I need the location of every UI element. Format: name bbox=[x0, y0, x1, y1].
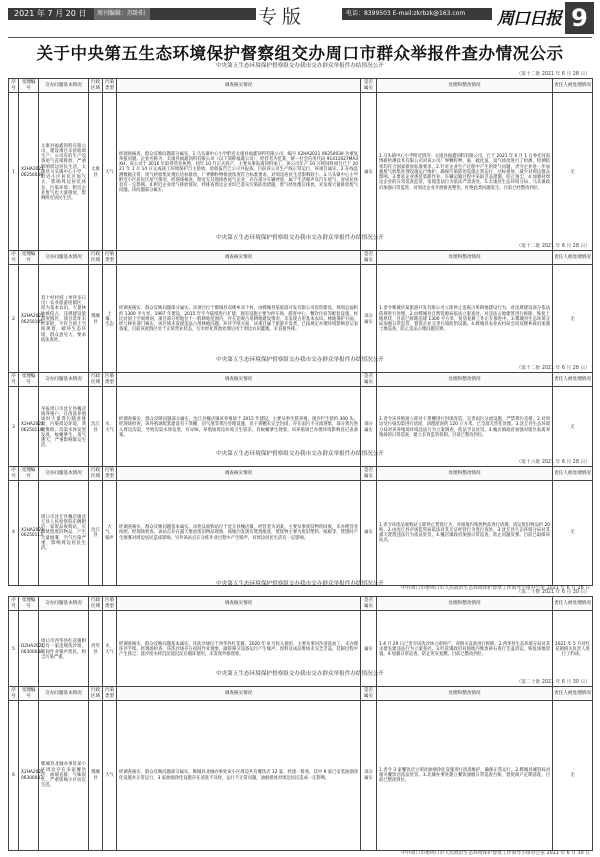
batch-meta bbox=[8, 365, 592, 372]
case-number-text: X2HA2021 06250116 bbox=[21, 422, 44, 433]
complaint-content-text: 举报周口市沈丘县槐店镇养殖户，在清洗养殖场时大量粪污随意排放，污染周边环境，粪便堆积，沟渠水体发黑发臭，蚊蝇孳生，臭气熏天，严重影响群众生活。 bbox=[41, 406, 86, 449]
is-valid-text: 属实 bbox=[364, 530, 373, 536]
row-seq-text: 2 bbox=[12, 316, 15, 322]
investigation-finding-text: 经调查核实，群众反映问题基本属实。该废品收购站位于沈丘县槐店镇，经营者为刘某，主要从事废旧物资回收，未办理营业执照。经现场检查，该站点存在露天堆放废旧物品现象，场地内发现有焚烧痕迹，焚烧物主要为废旧塑料、纸板等，焚烧时产生烟雾对周边居民造成影响。另外该站点在分拣作业过程中产生噪声，对周边居民生活有一定影响。 bbox=[119, 525, 358, 541]
column-header-accountability: 责任人被处理情况 bbox=[553, 597, 593, 611]
date-strip bbox=[8, 8, 256, 20]
investigation-finding-text: 经现场核查，群众反映问题部分属实。1.马头镇中心小学附近太康县福鑫饲料有限公司，编号 X2HA2021 06250039 为重复举报问题。企业名称为：太康县福鑫饲料有限公司（以下简称福鑫公司），经营者为范某，统一社会信用代码 91411627MA3XH；该公司于 2016 年取得营业执照，同年 10 月正式投产，主要从事畜禽饲料加工。该公司年产 10 万吨饲料项目已于 2021 年 1 月 14 日完成竣工环境保护自主验收，验收报告已公示并报备，目前该公司生产线正常运行，该项目属实。2.在线监测数据正常，废气经收集处理后达标排放，厂界颗粒物排放浓度符合标准要求，对周边居民生活影响较小。3.马头镇中心小学附近小区居民区尾气情况，经现场核查，附近无其他排放尾气企业；存在部分车辆停放，属于生活噪声及汽车尾气，对居民休息有一定影响。4.附近企业废气排放情况，经排查周边企业均已落实污染防治措施，废气经处理后排放，未发现大量排放废气问题。该问题部分属实。 bbox=[119, 151, 358, 194]
header-rule bbox=[8, 37, 592, 38]
column-header-pollution: 污染类型 bbox=[103, 373, 117, 387]
batch-meta bbox=[8, 589, 592, 596]
table-row bbox=[9, 701, 593, 851]
complaint-content-text: 郸城县北城办事处某小区周边存在多家餐饮店，油烟直排，气味很大，严重影响小区居民生活。 bbox=[41, 762, 86, 789]
column-header-district: 行政区域 bbox=[89, 251, 103, 265]
batch-number: （第二十批 2021 年 6 月 30 日） bbox=[516, 680, 590, 685]
row-seq-text: 1 bbox=[12, 169, 15, 175]
report-batch bbox=[8, 450, 592, 592]
column-header-district: 行政区域 bbox=[89, 79, 103, 93]
contact-strip: 电话：8399503 E-mail:zkrbzk@163.com bbox=[342, 8, 492, 20]
district-text: 太康县 bbox=[91, 167, 100, 178]
handling-result-text: 1.责令 3 家餐饮店立即对油烟净化设施进行清洗维护，确保正常运行。2.郸城县城管局对相关餐饮店依法处罚。3.北城办事处建立餐饮油烟日常巡查台账，督促商户定期清洗。目前已整改到位。 bbox=[379, 767, 550, 784]
investigation-finding bbox=[117, 93, 361, 253]
section-title: 专版 bbox=[258, 6, 307, 28]
accountability-text: 无 bbox=[570, 530, 575, 536]
row-seq-text: 5 bbox=[12, 646, 15, 652]
accountability-text: 无 bbox=[570, 772, 575, 778]
district bbox=[89, 93, 103, 253]
district-text: 沈丘县 bbox=[91, 527, 100, 538]
row-seq bbox=[9, 481, 19, 586]
batch-title: 中央第五生态环境保护督察组交办我市交办群众举报件办结情况公开 bbox=[216, 63, 384, 69]
column-header-pollution: 污染类型 bbox=[103, 687, 117, 701]
column-header-case-no: 受理编号 bbox=[19, 79, 39, 93]
column-header-case-no: 受理编号 bbox=[19, 687, 39, 701]
column-header-pollution: 污染类型 bbox=[103, 597, 117, 611]
column-header-content: 交办问题基本情况 bbox=[39, 251, 89, 265]
column-header-valid: 是否属实 bbox=[361, 373, 377, 387]
column-header-finding: 调查核实情况 bbox=[117, 373, 361, 387]
batch-title: 中央第五生态环境保护督察组交办我市交办群众举报件办结情况公开 bbox=[216, 235, 384, 241]
column-header-finding: 调查核实情况 bbox=[117, 467, 361, 481]
investigation-finding-text: 经调查核实，群众反映问题部分属实。郸城县北城办事处该小区周边共有餐饮店 12 家，经逐一排查，其中 9 家已安装油烟净化设施并正常运行，3 家油烟净化设施存在清洗不及时、运行不正常问题，油烟排放对周边居民造成一定影响。 bbox=[119, 770, 358, 781]
handling-result bbox=[377, 93, 553, 253]
report-batch bbox=[8, 62, 592, 253]
column-header-pollution: 污染类型 bbox=[103, 467, 117, 481]
column-header-district: 行政区域 bbox=[89, 687, 103, 701]
is-valid bbox=[361, 93, 377, 253]
report-table bbox=[8, 686, 593, 851]
report-table bbox=[8, 466, 593, 586]
issuer-footer: 中共周口市委周口市人民政府生态环境保护督察工作领导小组办公室 2021 年 6 月 28 日 bbox=[401, 586, 590, 591]
batch-number: （第十二批 2021 年 6 月 28 日） bbox=[516, 366, 590, 371]
district-text: 沈丘县 bbox=[91, 422, 100, 433]
column-header-district: 行政区域 bbox=[89, 467, 103, 481]
pollution-type bbox=[103, 701, 117, 851]
handling-result-text: 1.责令郸城县某旅游开发有限公司立即停止违规占用耕地建设行为，对违规建设部分依法依规进行处理。2.由郸城县自然资源局依法立案查处，对违法占地建筑进行拆除，恢复土地原状，目前已拆除违建 1300 平方米，复垦复耕工作正在推进中。3.郸城县生态环境分局加强日常监管，督促企业完善污染防治设施。4.郸城县农业农村局会同双楼乡政府加强土地巡查，防止违法占地问题反弹。 bbox=[379, 306, 550, 333]
pollution-type-text: 大气 bbox=[105, 772, 114, 778]
column-header-seq: 序号 bbox=[9, 597, 19, 611]
column-header-handling: 处理和整改情况 bbox=[377, 79, 553, 93]
column-header-case-no: 受理编号 bbox=[19, 373, 39, 387]
case-number-text: X2HA2021 06250039 bbox=[21, 167, 44, 178]
complaint-content bbox=[39, 93, 89, 253]
column-header-valid: 是否属实 bbox=[361, 597, 377, 611]
column-header-finding: 调查核实情况 bbox=[117, 597, 361, 611]
batch-meta bbox=[8, 71, 592, 78]
column-header-handling: 处理和整改情况 bbox=[377, 251, 553, 265]
pollution-type-text: 大气、噪声 bbox=[105, 525, 114, 541]
column-header-case-no: 受理编号 bbox=[19, 251, 39, 265]
accountability-text: 无 bbox=[570, 424, 575, 430]
investigation-finding-text: 经调查核实，群众反映问题基本属实。该洗沙场位于西华县红花镇，2020 年 8 月投入使用，主要从事河沙清洗加工，未办理环评手续。经现场检查，该洗沙场存在夜间作业现象，破碎筛分设备运行产生噪声；原料及成品堆场未完全苫盖，装卸过程中产生扬尘；洗沙废水经沉淀池沉淀后循环使用，未发现外排现象。 bbox=[119, 641, 358, 658]
is-valid-text: 部分属实 bbox=[364, 770, 373, 781]
is-valid bbox=[361, 701, 377, 851]
newspaper-logo: 周口日报 bbox=[497, 9, 561, 29]
case-number bbox=[19, 481, 44, 586]
column-header-pollution: 污染类型 bbox=[103, 79, 117, 93]
accountability bbox=[553, 93, 593, 253]
row-seq-text: 3 bbox=[12, 424, 15, 430]
column-header-valid: 是否属实 bbox=[361, 687, 377, 701]
report-batch bbox=[8, 234, 592, 375]
pollution-type-text: 土壤、生态 bbox=[105, 311, 114, 328]
column-header-district: 行政区域 bbox=[89, 597, 103, 611]
issuer-footer: 中共周口市委周口市人民政府生态环境保护督察工作领导小组办公室 2021 年 6 月 30 日 bbox=[401, 851, 590, 856]
column-header-content: 交办问题基本情况 bbox=[39, 687, 89, 701]
complaint-content bbox=[39, 481, 89, 586]
column-header-district: 行政区域 bbox=[89, 373, 103, 387]
column-header-case-no: 受理编号 bbox=[19, 597, 39, 611]
table-header-row bbox=[9, 373, 593, 387]
column-header-handling: 处理和整改情况 bbox=[377, 687, 553, 701]
pollution-type-text: 水、大气 bbox=[105, 422, 114, 433]
accountability-text: 无 bbox=[570, 316, 575, 322]
handling-result-text: 1.责令该养殖场立即对干粪棚进行封闭改造，完善雨污分流设施，严禁粪污直排。2.对周边受污染沟渠进行清淤，清理淤泥约 120 立方米，已全部无害化处理。3.沈丘县生态环境分局对该养殖场环境违法行为立案调查，依法予以处罚。4.槐店镇政府加强对辖区畜禽养殖场的日常巡查，建立长效监管机制。目前已整改到位。 bbox=[379, 417, 550, 438]
row-seq bbox=[9, 701, 19, 851]
edition-tag: 周刊编辑：苏卧阳 bbox=[94, 8, 150, 20]
case-number-text: X2HA2021 06250113 bbox=[21, 527, 44, 538]
batch-number: （第二十批 2021 年 6 月 30 日） bbox=[516, 590, 590, 595]
batch-title: 中央第五生态环境保护督察组交办我市交办群众举报件办结情况公开 bbox=[216, 451, 384, 457]
row-seq-text: 4 bbox=[12, 530, 15, 536]
accountability-text: 2021 年 5 月对红花镇相关负责人进行了约谈。 bbox=[555, 641, 590, 658]
accountability-text: 无 bbox=[570, 169, 575, 175]
is-valid-text: 部分属实 bbox=[364, 422, 373, 433]
batch-title: 中央第五生态环境保护督察组交办我市交办群众举报件办结情况公开 bbox=[216, 671, 384, 677]
is-valid-text: 属实 bbox=[364, 169, 373, 175]
column-header-seq: 序号 bbox=[9, 79, 19, 93]
is-valid bbox=[361, 481, 377, 586]
handling-result-text: 1.4 月 29 日已责令该洗沙场立即停产，对相关设备进行拆除。2.西华县生态环境分局对其未批先建违法行为立案查处。3.红花镇政府对场地内堆放砂石进行苫盖清运，恢复场地原貌。4.加强日常巡查，防止死灰复燃。目前已整改到位。 bbox=[379, 641, 550, 658]
pollution-type bbox=[103, 481, 117, 586]
batch-title: 中央第五生态环境保护督察组交办我市交办群众举报件办结情况公开 bbox=[216, 581, 384, 587]
column-header-finding: 调查核实情况 bbox=[117, 79, 361, 93]
column-header-handling: 处理和整改情况 bbox=[377, 373, 553, 387]
accountability bbox=[553, 481, 593, 586]
report-table bbox=[8, 78, 593, 253]
complaint-content-text: 双十村村域（单拜多日出）农业旅游度假区，原为基本农田，大量林地被侵占，违规建设旅游度假区，项目选址未经审批，不符合国土空间规划，破坏生态环境，群众意见大，要求依法查处。 bbox=[41, 296, 86, 343]
column-header-finding: 调查核实情况 bbox=[117, 251, 361, 265]
masthead bbox=[0, 0, 600, 36]
page-number: 9 bbox=[565, 2, 594, 34]
investigation-finding-text: 经调查核实，群众反映问题部分属实。沈丘县槐店镇该养殖场于 2015 年建设，主要从事生猪养殖，现存栏生猪约 300 头。经现场检查，该养殖场配套建设有干粪棚、沼气池等粪污处理设施，但干粪棚未完全封闭，存在雨污不分流现象，部分粪污进入周边沟渠，导致沟渠水体发黑，有异味。养殖场周边环境卫生较差，有蚊蝇孳生现象。该养殖场已办理环境影响登记表备案。 bbox=[119, 417, 358, 438]
case-number-text: X2HA2021 06300043 bbox=[21, 770, 44, 781]
table-header-row bbox=[9, 687, 593, 701]
case-number-text: X2HA2021 06250105 bbox=[21, 314, 44, 325]
handling-result-text: 1.马头镇中心小学附近情况：太康县福鑫饲料有限公司，已于 2021 年 6 月 1 日委托河南博研检测技术有限公司对该公司厂界颗粒物、氨、硫化氢、臭气浓度进行了检测，检测结果均符合国家排放标准要求。2.针对企业生产过程中产生的废气问题，责令企业进一步加强废气收集处理设施运行维护，确保污染防治设施正常运行、达标排放，减少对周边群众影响。3.要求企业规范装卸作业，车辆运输过程中采取苫盖措施，防止扬尘。4.加强对周边企业的日常巡查监管，发现违法行为依法严肃查处。5.太康县生态环境分局、马头镇政府加强日常监管，对周边企业开展排查整治，杜绝此类问题发生。目前已经整改到位。 bbox=[379, 154, 550, 191]
handling-result bbox=[377, 481, 553, 586]
handling-result-text: 1.责令该废品收购站立即停止焚烧行为，对场地内堆放物品进行清理，清运废旧物品约 20 吨。2.由沈丘县市场监管局依法对其无证经营行为进行查处。3.沈丘县生态环境分局对其露天焚烧违法行为依法处罚。4.槐店镇政府加强日常巡查，防止问题反弹。目前已取缔该站点。 bbox=[379, 522, 550, 544]
column-header-accountability: 责任人被处理情况 bbox=[553, 79, 593, 93]
district-text: 郸城县 bbox=[91, 314, 100, 325]
batch-number: （第十二批 2021 年 6 月 28 日） bbox=[516, 72, 590, 77]
report-batch bbox=[8, 670, 592, 857]
column-header-seq: 序号 bbox=[9, 687, 19, 701]
column-header-accountability: 责任人被处理情况 bbox=[553, 687, 593, 701]
handling-result bbox=[377, 701, 553, 851]
column-header-content: 交办问题基本情况 bbox=[39, 79, 89, 93]
column-header-content: 交办问题基本情况 bbox=[39, 467, 89, 481]
case-number bbox=[19, 701, 44, 851]
column-header-valid: 是否属实 bbox=[361, 251, 377, 265]
investigation-finding-text: 经调查核实，群众反映问题部分属实。该项目位于郸城县双楼乡双十村，由郸城县某旅游开发有限公司投资建设，规划总面积约 1300 平方米。1997 年建设，2015 年至今陆续进行扩建，现有设施主要为停车场、游客中心、餐饮住宿等配套设施。经比对国土空间规划，项目部分用地位于一般耕地范围内，存在违规占用耕地建设情况，未发现占用基本农田。林地保护方面，经与林业部门核实，该区域未发现违法占用林地问题。环评手续方面，该项目属于旅游开发类，已按规定办理环境影响登记表备案。目前该度假区处于正常营业状态，污水经化粪池处理后用于周边农田灌溉，未直接外排。 bbox=[119, 306, 358, 333]
column-header-valid: 是否属实 bbox=[361, 467, 377, 481]
batch-meta bbox=[8, 679, 592, 686]
district-text: 西华县 bbox=[91, 644, 100, 655]
column-header-accountability: 责任人被处理情况 bbox=[553, 251, 593, 265]
complaint-content-text: 周口市西华县红花镇附近有一家违规洗沙场，夜间作业噪声扰民，粉尘污染严重。 bbox=[41, 639, 86, 660]
is-valid-text: 部分属实 bbox=[364, 314, 373, 325]
pollution-type bbox=[103, 93, 117, 253]
column-header-content: 交办问题基本情况 bbox=[39, 597, 89, 611]
column-header-content: 交办问题基本情况 bbox=[39, 373, 89, 387]
row-seq-text: 6 bbox=[12, 772, 15, 778]
case-number-text: D2HA2021 06300040 bbox=[21, 644, 45, 655]
complaint-content-text: 周口市沈丘县槐店镇沈丘县人民检察院东侧附近一家废品收购站，长期焚烧废旧物品，产生大量烟雾，空气污染严重，影响周边居民生活。 bbox=[41, 514, 86, 551]
column-header-pollution: 污染类型 bbox=[103, 251, 117, 265]
column-header-handling: 处理和整改情况 bbox=[377, 597, 553, 611]
investigation-finding bbox=[117, 481, 361, 586]
investigation-finding bbox=[117, 701, 361, 851]
case-number bbox=[19, 93, 44, 253]
district bbox=[89, 481, 103, 586]
table-header-row bbox=[9, 79, 593, 93]
district-text: 郸城县 bbox=[91, 770, 100, 781]
table-row bbox=[9, 481, 593, 586]
pollution-type-text: 大气 bbox=[105, 169, 114, 175]
pollution-type-text: 水、大气 bbox=[105, 644, 114, 655]
column-header-finding: 调查核实情况 bbox=[117, 687, 361, 701]
complaint-content bbox=[39, 701, 89, 851]
batch-meta bbox=[8, 459, 592, 466]
batch-number: （第十六批 2021 年 6 月 28 日） bbox=[516, 460, 590, 465]
column-header-handling: 处理和整改情况 bbox=[377, 467, 553, 481]
batch-title: 中央第五生态环境保护督察组交办我市交办群众举报件办结情况公开 bbox=[216, 357, 384, 363]
column-header-accountability: 责任人被处理情况 bbox=[553, 467, 593, 481]
complaint-content-text: 太康县福鑫饲料有限公司，建设项目未验收即生产；公司有的生产设备尾气直接排放，严重影响周边居民生活，太康县马头镇中心小学，附近小区居民区尾气太，影响周边居民休息，污染环境；附近企业废气也大量排放，影响附近居民生活。 bbox=[41, 143, 86, 201]
column-header-valid: 是否属实 bbox=[361, 79, 377, 93]
issue-date: 2021 年 7 月 20 日 bbox=[14, 9, 87, 18]
page-headline: 关于中央第五生态环境保护督察组交办周口市群众举报件查办情况公示 bbox=[36, 44, 564, 63]
column-header-case-no: 受理编号 bbox=[19, 467, 39, 481]
row-seq bbox=[9, 93, 19, 253]
batch-meta bbox=[8, 243, 592, 250]
column-header-seq: 序号 bbox=[9, 467, 19, 481]
table-header-row bbox=[9, 251, 593, 265]
column-header-seq: 序号 bbox=[9, 373, 19, 387]
is-valid-text: 属实 bbox=[364, 646, 373, 652]
accountability bbox=[553, 701, 593, 851]
table-row bbox=[9, 93, 593, 253]
column-header-accountability: 责任人被处理情况 bbox=[553, 373, 593, 387]
batch-number: （第十二批 2021 年 6 月 28 日） bbox=[516, 244, 590, 249]
column-header-seq: 序号 bbox=[9, 251, 19, 265]
table-header-row bbox=[9, 467, 593, 481]
table-header-row bbox=[9, 597, 593, 611]
district bbox=[89, 701, 103, 851]
